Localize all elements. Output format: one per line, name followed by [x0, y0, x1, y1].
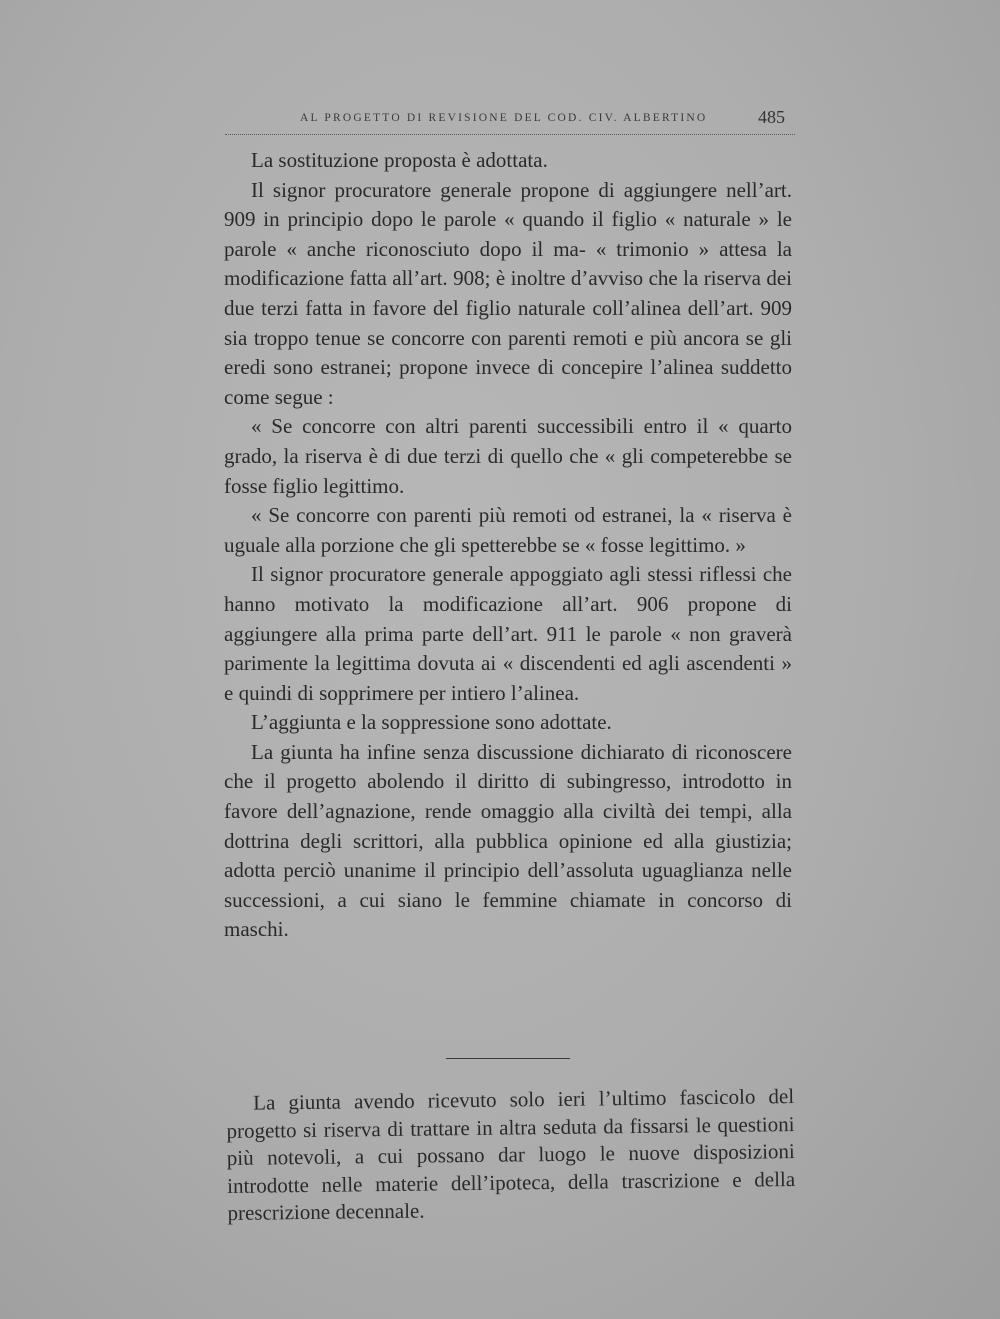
paragraph-art-909-proposal: Il signor procuratore generale propone di aggiungere nell’art. 909 in principio dopo le parole « quando il figlio « naturale » le parole « anche riconosciuto dopo il ma- « trimonio » attesa la modificazione fatta all’art. 908; è inoltre d’avviso che la riserva dei due terzi fatta in favore del figlio naturale coll’alinea dell’art. 909 sia troppo tenue se concorre con parenti remoti e più ancora se gli eredi sono estranei; propone invece di concepire l’alinea suddetto come segue : [224, 177, 792, 409]
paragraph-giunta-reservation: La giunta avendo ricevuto solo ieri l’ultimo fascicolo del progetto si riserva di trattare in altra seduta da fissarsi le questioni più notevoli, a cui possano dar luogo le nuove disposizioni introdotte nelle materie dell’ipoteca, della trascrizione e della prescrizione decennale. [226, 1084, 796, 1225]
paragraph-art-911-proposal: Il signor procuratore generale appoggiato agli stessi riflessi che hanno motivato la modificazione all’art. 906 propone di aggiungere alla prima parte dell’art. 911 le parole « non graverà parimente la legittima dovuta ai « discendenti ed agli ascendenti » e quindi di sopprimere per intiero l’alinea. [224, 562, 792, 705]
header-divider [225, 134, 795, 135]
paragraph-quote-second: « Se concorre con parenti più remoti od estranei, la « riserva è uguale alla porzione che gli spetterebbe se « fosse legittimo. » [224, 503, 792, 557]
closing-text [226, 1083, 796, 1227]
main-text [224, 146, 792, 945]
paragraph-addition-adopted: L’aggiunta e la soppressione sono adottate. [251, 710, 612, 735]
section-divider [446, 1058, 570, 1059]
paragraph-substitution-adopted: La sostituzione proposta è adottata. [251, 148, 548, 172]
paragraph-giunta-declaration: La giunta ha infine senza discussione dichiarato di riconoscere che il progetto abolendo il diritto di subingresso, introdotto in favore dell’agnazione, rende omaggio alla civiltà dei tempi, alla dottrina degli scrittori, alla pubblica opinione ed alla giustizia; adotta perciò unanime il principio dell’assoluta uguaglianza nelle successioni, a cui siano le femmine chiamate in concorso di maschi. [224, 739, 792, 942]
page-number: 485 [758, 107, 785, 127]
paragraph-quote-first: « Se concorre con altri parenti successibili entro il « quarto grado, la riserva è di due terzi di quello che « gli competerebbe se fosse figlio legittimo. [224, 414, 792, 498]
running-head-title: AL PROGETTO DI REVISIONE DEL COD. CIV. ALBERTINO [300, 112, 708, 124]
